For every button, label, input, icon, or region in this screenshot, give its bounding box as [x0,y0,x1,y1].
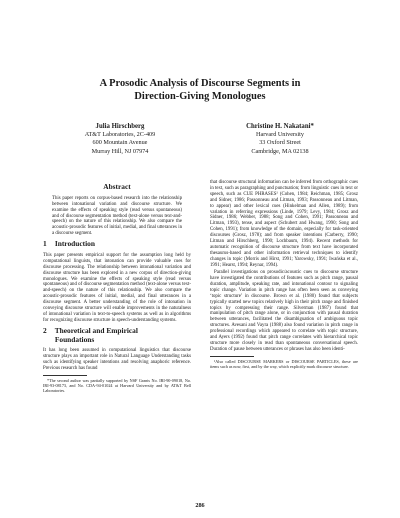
foundations-paragraph: It has long been assumed in computational linguistics that discourse structure plays an important role in Natural Language Understanding tasks such as identifying speaker intentions and resolving anaphoric reference. Previous research has found [43,348,191,372]
author-affiliation: AT&T Laboratories, 2C-409 [84,131,156,139]
author-affiliation: Harvard University [256,131,304,139]
section-number: 1 [43,239,47,249]
author-address-line: 33 Oxford Street [259,139,301,147]
right-column [210,180,358,370]
section-heading-foundations [43,327,191,345]
author-address-line: Cambridge, MA 02138 [251,147,309,155]
section-heading-introduction [43,240,191,249]
footnote-cue-phrases: ¹Also called DISCOURSE MARKERS or DISCOURSE PARTICLES, these are items such as now, first, and by the way, which explicitly mark discourse structure. [210,358,358,369]
author-block-2 [215,123,345,156]
section-number: 2 [43,325,47,335]
footnote-divider [210,356,254,357]
section-title: Introduction [54,239,95,249]
author-name: Christine H. Nakatani* [246,123,314,130]
section-title-line-2: Foundations [54,334,95,344]
body-paragraph: that discourse structural information can be inferred from orthographic cues in text, such as paragraphing and punctuation; from linguistic cues in text or speech, such as CUE PHRASES¹ (Cohen, 1984; Reichman, 1985; Grosz and Sidner, 1986; Passonneau and Litman, 1993; Passonneau and Litman, to appear) and other lexical cues (Hinkelman and Allen, 1989); from variation in referring expressions (Linde, 1979; Levy, 1984; Grosz and Sidner, 1986; Webber, 1988; Song and Cohen, 1991; Passonneau and Litman, 1993), tense, and aspect (Schubert and Hwang, 1990; Song and Cohen, 1991); from knowledge of the domain, especially for task-oriented discourses (Grosz, 1978); and from speaker intentions (Carberry, 1990; Litman and Hirschberg, 1990; Lochbaum, 1994). Recent methods for automatic recognition of discourse structure from text have incorporated thesaurus-based and other information retrieval techniques to identify changes in topic (Morris and Hirst, 1991; Yarowsky, 1991; Iwańska et al., 1991; Hearst, 1994; Reynar, 1994). [210,180,358,268]
title-line-2: Direction-Giving Monologues [134,90,266,102]
left-column [43,180,191,395]
abstract-text: This paper reports on corpus-based research into the relationship between intonational variation and discourse structure. We examine the effects of speaking style (read versus spontaneous) and of discourse segmentation method (text-alone versus text-and-speech) on the nature of this relationship. We also compare the acoustic-prosodic features of initial, medial, and final utterances in a discourse segment. [52,195,182,237]
footnote-divider [43,375,87,376]
footnote-funding: *The second author was partially supported by NSF Grants No. IRI-90-09018, No. IRI-93-08173, and No. CDA-94-01024 at Harvard University and by AT&T Bell Laboratories. [43,378,191,394]
author-address-line: Murray Hill, NJ 07974 [91,147,149,155]
title-line-1: A Prosodic Analysis of Discourse Segments in [99,78,301,89]
introduction-paragraph: This paper presents empirical support for the assumption long held by computational linguists, that intonation can provide valuable cues for discourse processing. The relationship between intonational variation and discourse structure has been explored in a new corpus of direction-giving monologues. We examine the effects of speaking style (read versus spontaneous) and of discourse segmentation method (text-alone versus text-and-speech) on the nature of this relationship. We also compare the acoustic-prosodic features of initial, medial, and final utterances in a discourse segment. A better understanding of the role of intonation in conveying discourse structure will enable improvements in the naturalness of intonational variation in text-to-speech systems as well as in algorithms for recognizing discourse structure in speech-understanding systems. [43,252,191,323]
section-title-line-1: Theoretical and Empirical [54,325,138,335]
author-block-1 [55,123,185,156]
author-name: Julia Hirschberg [95,123,145,130]
body-paragraph: Parallel investigations on prosodic/acoustic cues to discourse structure have investigated the contributions of features such as pitch range, pausal duration, amplitude, speaking rate, and intonational contour to signaling topic change. Variation in pitch range has often been seen as conveying ‘topic structure’ in discourse. Brown et al. (1980) found that subjects typically started new topics relatively high in their pitch range and finished topics by compressing their range. Silverman (1987) found that manipulation of pitch range alone, or in conjunction with pausal duration between utterances, facilitated the disambiguation of ambiguous topic structures. Avesani and Vayra (1988) also found variation in pitch range in professional recordings which appeared to correlate with topic structure, and Ayers (1992) found that pitch range correlates with hierarchical topic structure more closely in read than spontaneous conversational speech. Duration of pause between utterances or phrases has also been identi- [210,270,358,352]
abstract-heading: Abstract [103,182,131,191]
page-number: 286 [195,502,205,509]
abstract [43,196,191,237]
paper-title [40,78,360,103]
author-address-line: 600 Mountain Avenue [92,139,148,147]
